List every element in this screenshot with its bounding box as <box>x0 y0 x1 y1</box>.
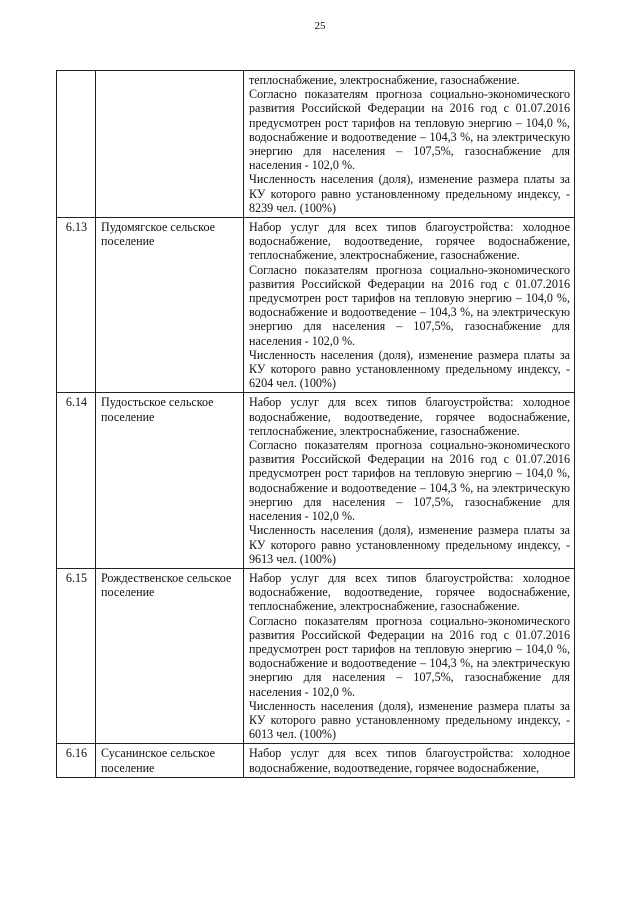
row-description <box>244 393 575 568</box>
description-paragraph: Согласно показателям прогноза социально-экономического развития Российской Федерации на 2016 год с 01.07.2016 предусмотрен рост тарифов на тепловую энергию – 104,0 %, водоснабжение и водоотведение – 104,3 %, на электрическую энергию для населения – 107,5%, газоснабжение для населения - 102,0 %. <box>249 262 570 348</box>
table-row <box>57 393 575 568</box>
settlement-name: Сусанинское сельское поселение <box>96 744 244 777</box>
row-number: 6.13 <box>57 218 96 393</box>
row-number: 6.15 <box>57 568 96 743</box>
description-paragraph: Численность населения (доля), изменение размера платы за КУ которого равно установленному предельному индексу, - 8239 чел. (100%) <box>249 172 570 215</box>
description-paragraph: Набор услуг для всех типов благоустройства: холодное водоснабжение, водоотведение, горячее водоснабжение, теплоснабжение, электроснабжение, газоснабжение. <box>249 570 570 614</box>
table-row <box>57 744 575 777</box>
settlement-name: Рождественское сельское поселение <box>96 568 244 743</box>
description-paragraph: Согласно показателям прогноза социально-экономического развития Российской Федерации на 2016 год с 01.07.2016 предусмотрен рост тарифов на тепловую энергию – 104,0 %, водоснабжение и водоотведение – 104,3 %, на электрическую энергию для населения – 107,5%, газоснабжение для населения - 102,0 %. <box>249 87 570 173</box>
description-paragraph: Набор услуг для всех типов благоустройства: холодное водоснабжение, водоотведение, горячее водоснабжение, теплоснабжение, электроснабжение, газоснабжение. <box>249 395 570 438</box>
settlement-name: Пудомягское сельское поселение <box>96 218 244 393</box>
description-paragraph: Численность населения (доля), изменение размера платы за КУ которого равно установленному предельному индексу, - 6204 чел. (100%) <box>249 347 570 391</box>
description-paragraph: Численность населения (доля), изменение размера платы за КУ которого равно установленному предельному индексу, - 9613 чел. (100%) <box>249 523 570 566</box>
row-number <box>57 71 96 218</box>
row-description <box>244 218 575 393</box>
table-row <box>57 218 575 393</box>
description-paragraph: Набор услуг для всех типов благоустройства: холодное водоснабжение, водоотведение, горячее водоснабжение, <box>249 746 570 775</box>
description-paragraph: Набор услуг для всех типов благоустройства: холодное водоснабжение, водоотведение, горячее водоснабжение, теплоснабжение, электроснабжение, газоснабжение. <box>249 220 570 263</box>
settlement-name: Пудостьское сельское поселение <box>96 393 244 568</box>
page-number: 25 <box>314 20 326 32</box>
row-number: 6.14 <box>57 393 96 568</box>
row-description <box>244 744 575 777</box>
table-row <box>57 71 575 218</box>
description-paragraph: теплоснабжение, электроснабжение, газоснабжение. <box>249 73 520 87</box>
table-row <box>57 568 575 743</box>
row-description <box>244 568 575 743</box>
row-description <box>244 71 575 218</box>
description-paragraph: Численность населения (доля), изменение размера платы за КУ которого равно установленному предельному индексу, - 6013 чел. (100%) <box>249 698 570 742</box>
row-number: 6.16 <box>57 744 96 777</box>
settlement-name <box>96 71 244 218</box>
tariff-table <box>56 70 575 778</box>
description-paragraph: Согласно показателям прогноза социально-экономического развития Российской Федерации на 2016 год с 01.07.2016 предусмотрен рост тарифов на тепловую энергию – 104,0 %, водоснабжение и водоотведение – 104,3 %, на электрическую энергию для населения – 107,5%, газоснабжение для населения - 102,0 %. <box>249 438 570 524</box>
description-paragraph: Согласно показателям прогноза социально-экономического развития Российской Федерации на 2016 год с 01.07.2016 предусмотрен рост тарифов на тепловую энергию – 104,0 %, водоснабжение и водоотведение – 104,3 %, на электрическую энергию для населения – 107,5%, газоснабжение для населения - 102,0 %. <box>249 613 570 699</box>
